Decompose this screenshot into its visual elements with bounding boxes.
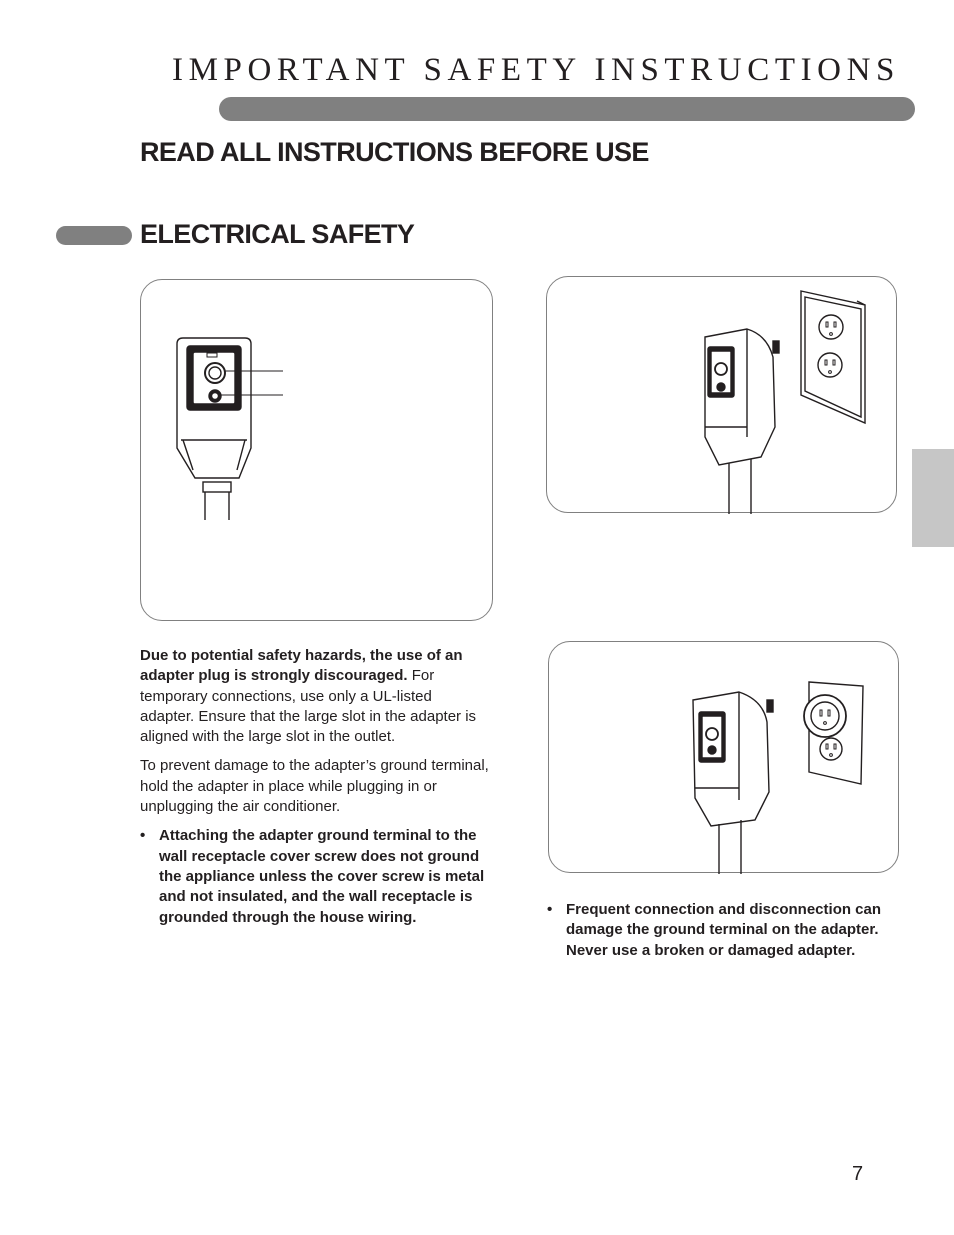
left-text-column (140, 646, 490, 937)
page-number: 7 (852, 1163, 864, 1185)
plug-closeup-illustration (141, 280, 494, 622)
read-all-heading: READ ALL INSTRUCTIONS BEFORE USE (140, 137, 649, 167)
section-marker (56, 226, 132, 245)
connection-bullet (547, 900, 897, 961)
connection-bullet-text: Frequent connection and disconnection can damage the ground terminal on the adapter. Never use a broken or damaged adapter. (566, 901, 882, 959)
electrical-safety-heading: ELECTRICAL SAFETY (140, 219, 415, 249)
page-header-title: IMPORTANT SAFETY INSTRUCTIONS (172, 52, 900, 88)
plug-adapter-figure (548, 641, 899, 873)
plug-outlet-figure (546, 276, 897, 513)
adapter-warning-paragraph (140, 646, 490, 747)
bullet-dot: • (547, 901, 553, 918)
prevent-damage-paragraph: To prevent damage to the adapter’s ground terminal, hold the adapter in place while plugging in or unplugging the air conditioner. (140, 757, 489, 816)
bullet-dot: • (140, 827, 146, 845)
temporary-connection-text: For temporary connections, use only a UL-listed adapter. Ensure that the large slot in the adapter is aligned with the large slot in the outlet. (140, 667, 477, 746)
right-text-column (547, 900, 897, 961)
header-bar (219, 97, 915, 121)
plug-closeup-figure (140, 279, 493, 621)
ground-terminal-bullet-text: Attaching the adapter ground terminal to the wall receptacle cover screw does not ground the appliance unless the cover screw is metal and not insulated, and the wall receptacle is grounded through the house wiring. (159, 827, 485, 926)
plug-adapter-illustration (549, 642, 900, 874)
ground-terminal-bullet (140, 826, 490, 927)
plug-outlet-illustration (547, 277, 898, 514)
side-tab (912, 449, 954, 547)
adapter-warning-bold: Due to potential safety hazards, the use of an adapter plug is strongly discouraged. (140, 647, 463, 685)
